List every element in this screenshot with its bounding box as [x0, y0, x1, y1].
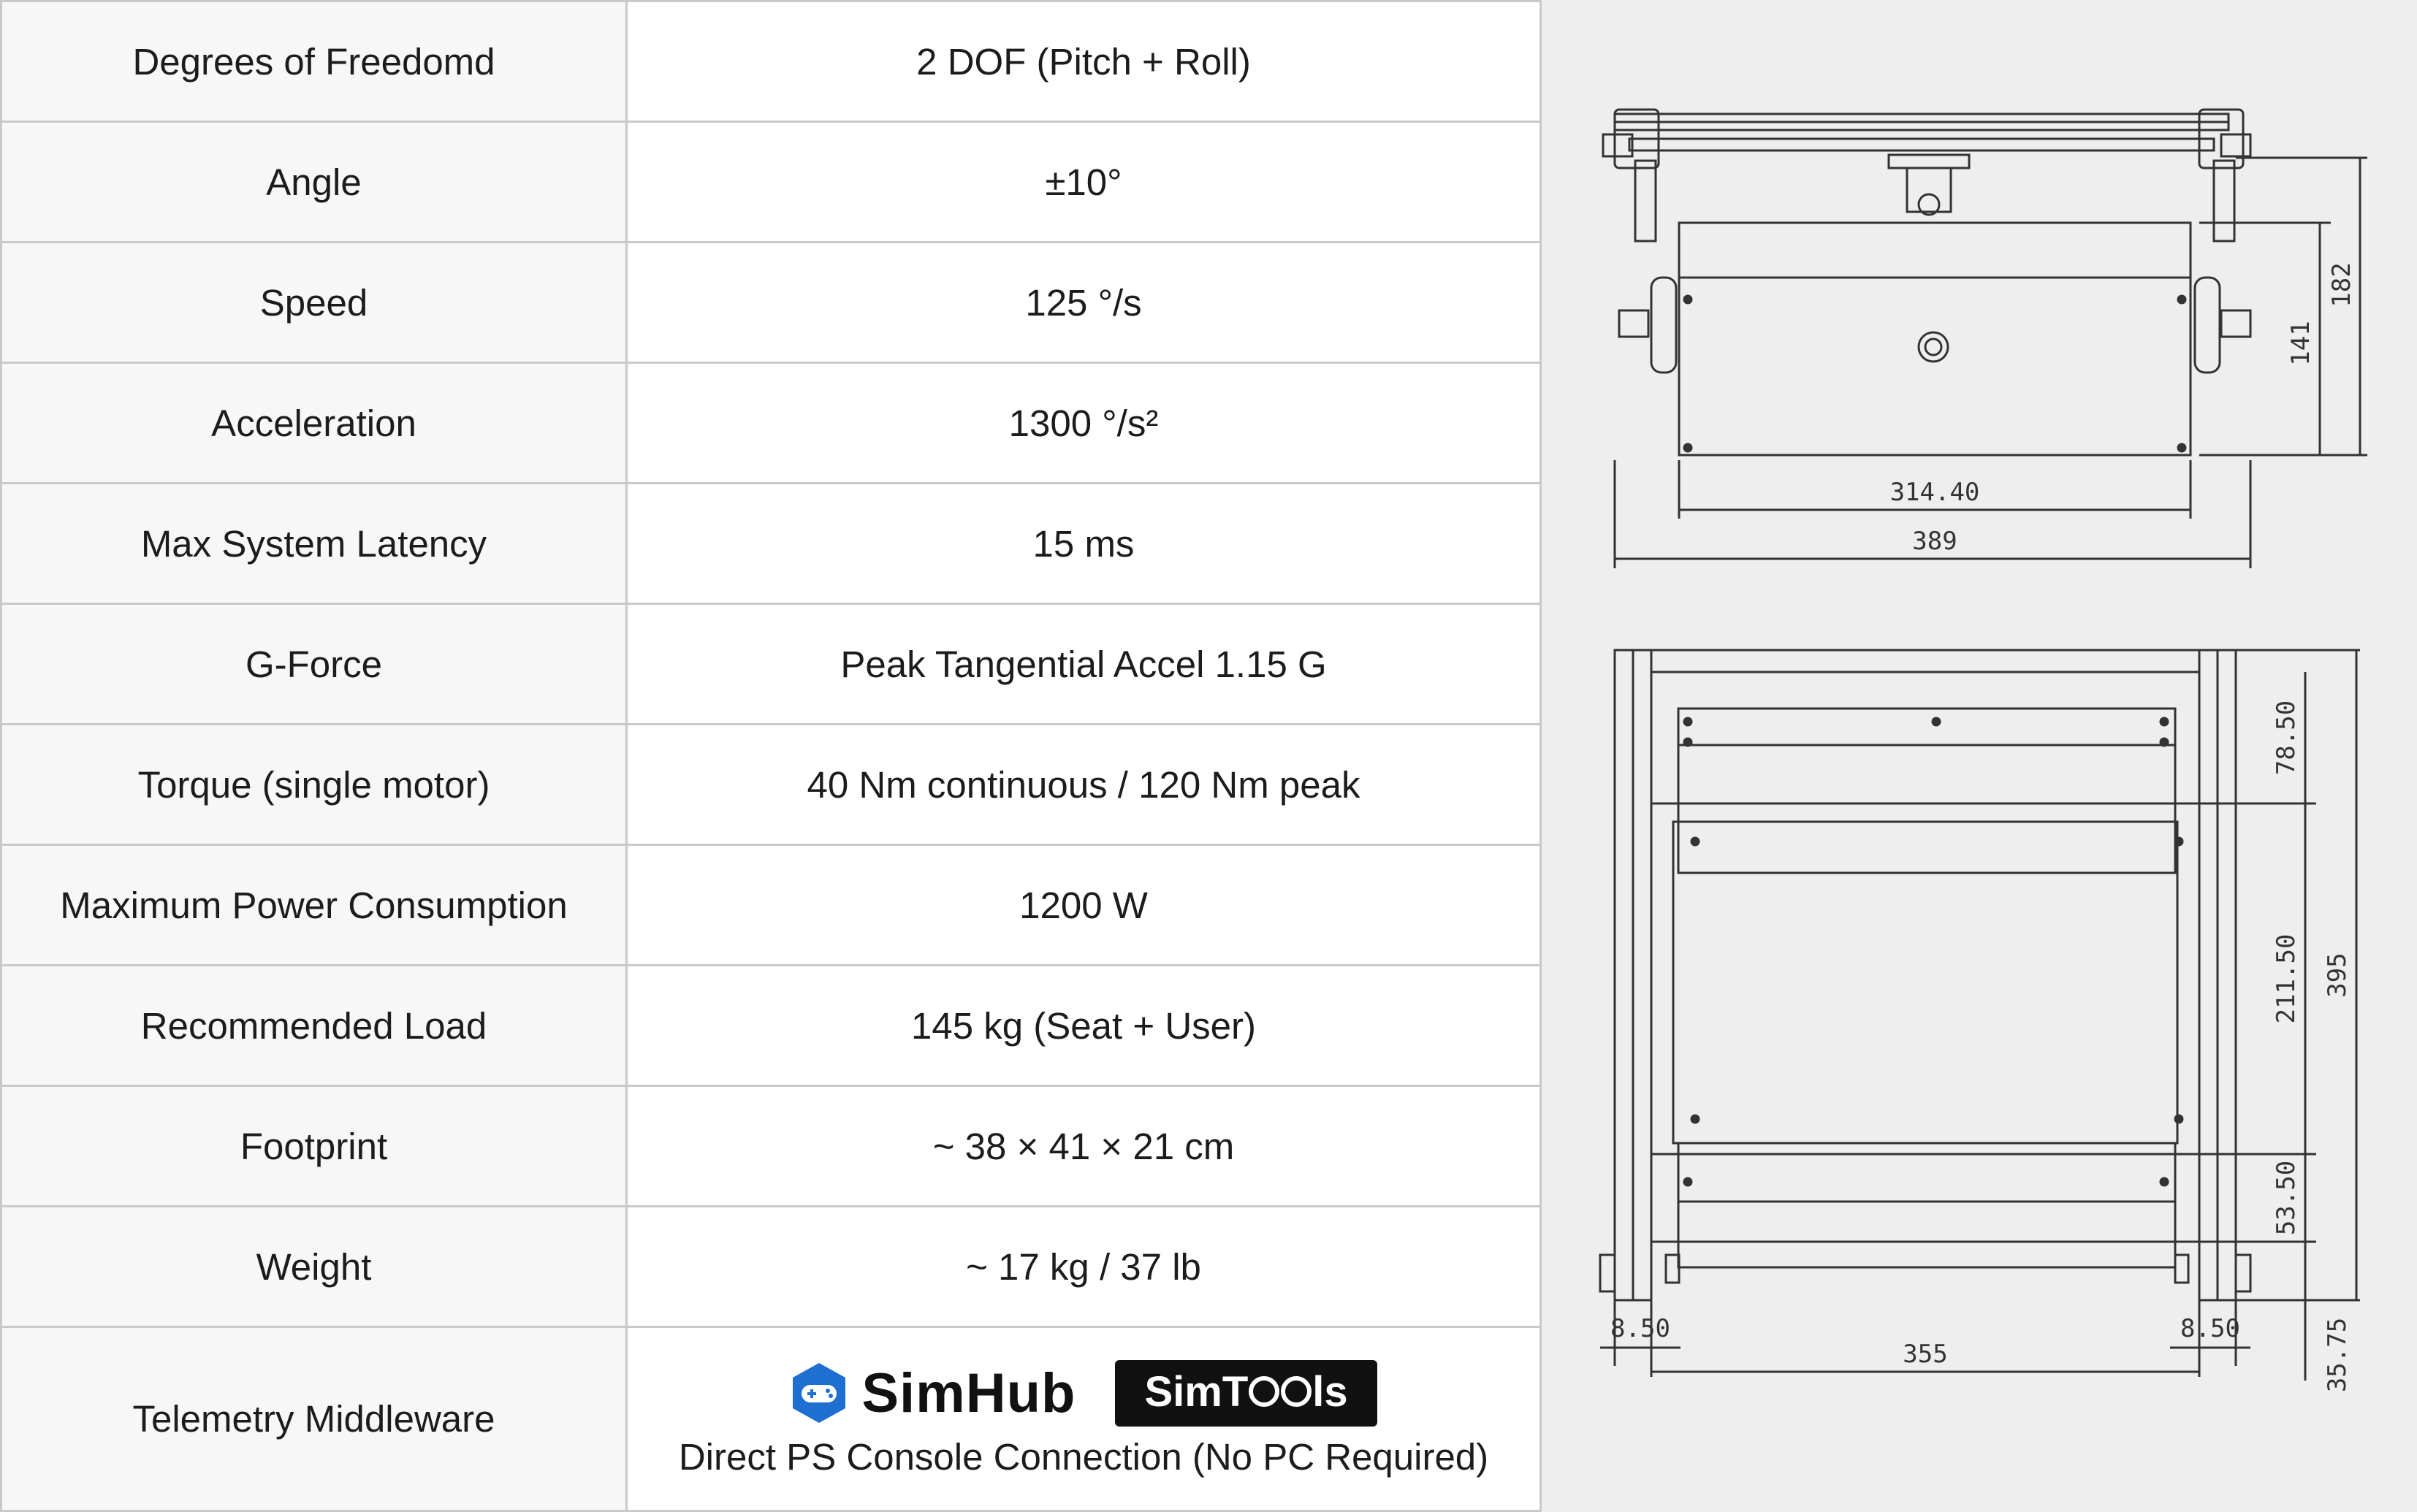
spec-row — [1, 1, 1541, 122]
spec-label: Torque (single motor) — [1, 725, 627, 845]
spec-label: Recommended Load — [1, 966, 627, 1086]
top-view-drawing — [1593, 643, 2389, 1395]
spec-value: 15 ms — [627, 484, 1541, 604]
spec-row — [1, 966, 1541, 1086]
dim-body-height: 141 — [2286, 321, 2315, 366]
spec-value: Peak Tangential Accel 1.15 G — [627, 604, 1541, 725]
spec-value: ±10° — [627, 122, 1541, 243]
front-view-drawing — [1593, 102, 2382, 570]
spec-row-telemetry — [1, 1327, 1541, 1511]
dim-left-margin: 8.50 — [1610, 1314, 1670, 1343]
spec-value: ~ 17 kg / 37 lb — [627, 1207, 1541, 1327]
spec-label: Telemetry Middleware — [1, 1327, 627, 1511]
spec-label: Max System Latency — [1, 484, 627, 604]
dim-section-c: 53.50 — [2272, 1160, 2301, 1236]
dim-offset: 35.75 — [2323, 1317, 2352, 1393]
spec-label: G-Force — [1, 604, 627, 725]
dim-right-margin: 8.50 — [2180, 1314, 2240, 1343]
spec-value: ~ 38 × 41 × 21 cm — [627, 1086, 1541, 1207]
spec-row — [1, 1086, 1541, 1207]
spec-label: Angle — [1, 122, 627, 243]
spec-value: 2 DOF (Pitch + Roll) — [627, 1, 1541, 122]
spec-label: Acceleration — [1, 363, 627, 484]
spec-value: 1200 W — [627, 845, 1541, 966]
middleware-logos — [628, 1360, 1539, 1427]
simtools-wordmark-a: SimT — [1144, 1367, 1249, 1416]
spec-row — [1, 604, 1541, 725]
gear-icon — [1249, 1376, 1279, 1407]
spec-row — [1, 484, 1541, 604]
dim-total-height: 182 — [2327, 262, 2356, 308]
dim-outer-width: 389 — [1912, 527, 1957, 556]
dim-width: 355 — [1903, 1340, 1948, 1369]
dim-section-b: 211.50 — [2272, 933, 2301, 1024]
spec-row — [1, 243, 1541, 363]
telemetry-cell — [627, 1327, 1541, 1511]
dim-total-depth: 395 — [2323, 952, 2352, 998]
spec-row — [1, 845, 1541, 966]
spec-row — [1, 725, 1541, 845]
gear-icon — [1281, 1376, 1312, 1407]
simhub-logo — [790, 1362, 1076, 1425]
spec-value: 40 Nm continuous / 120 Nm peak — [627, 725, 1541, 845]
dim-section-a: 78.50 — [2272, 700, 2301, 776]
spec-label: Degrees of Freedomd — [1, 1, 627, 122]
simtools-logo — [1115, 1360, 1377, 1427]
spec-row — [1, 122, 1541, 243]
spec-label: Speed — [1, 243, 627, 363]
spec-label: Weight — [1, 1207, 627, 1327]
simtools-wordmark-b: ls — [1312, 1367, 1348, 1416]
spec-row — [1, 1207, 1541, 1327]
spec-value: 125 °/s — [627, 243, 1541, 363]
spec-value: 145 kg (Seat + User) — [627, 966, 1541, 1086]
gamepad-icon — [790, 1362, 848, 1424]
spec-value: 1300 °/s² — [627, 363, 1541, 484]
spec-row — [1, 363, 1541, 484]
spec-label: Footprint — [1, 1086, 627, 1207]
dim-inner-width: 314.40 — [1889, 478, 1980, 507]
console-note: Direct PS Console Connection (No PC Required) — [678, 1435, 1489, 1478]
spec-label: Maximum Power Consumption — [1, 845, 627, 966]
simhub-wordmark: SimHub — [861, 1362, 1076, 1424]
